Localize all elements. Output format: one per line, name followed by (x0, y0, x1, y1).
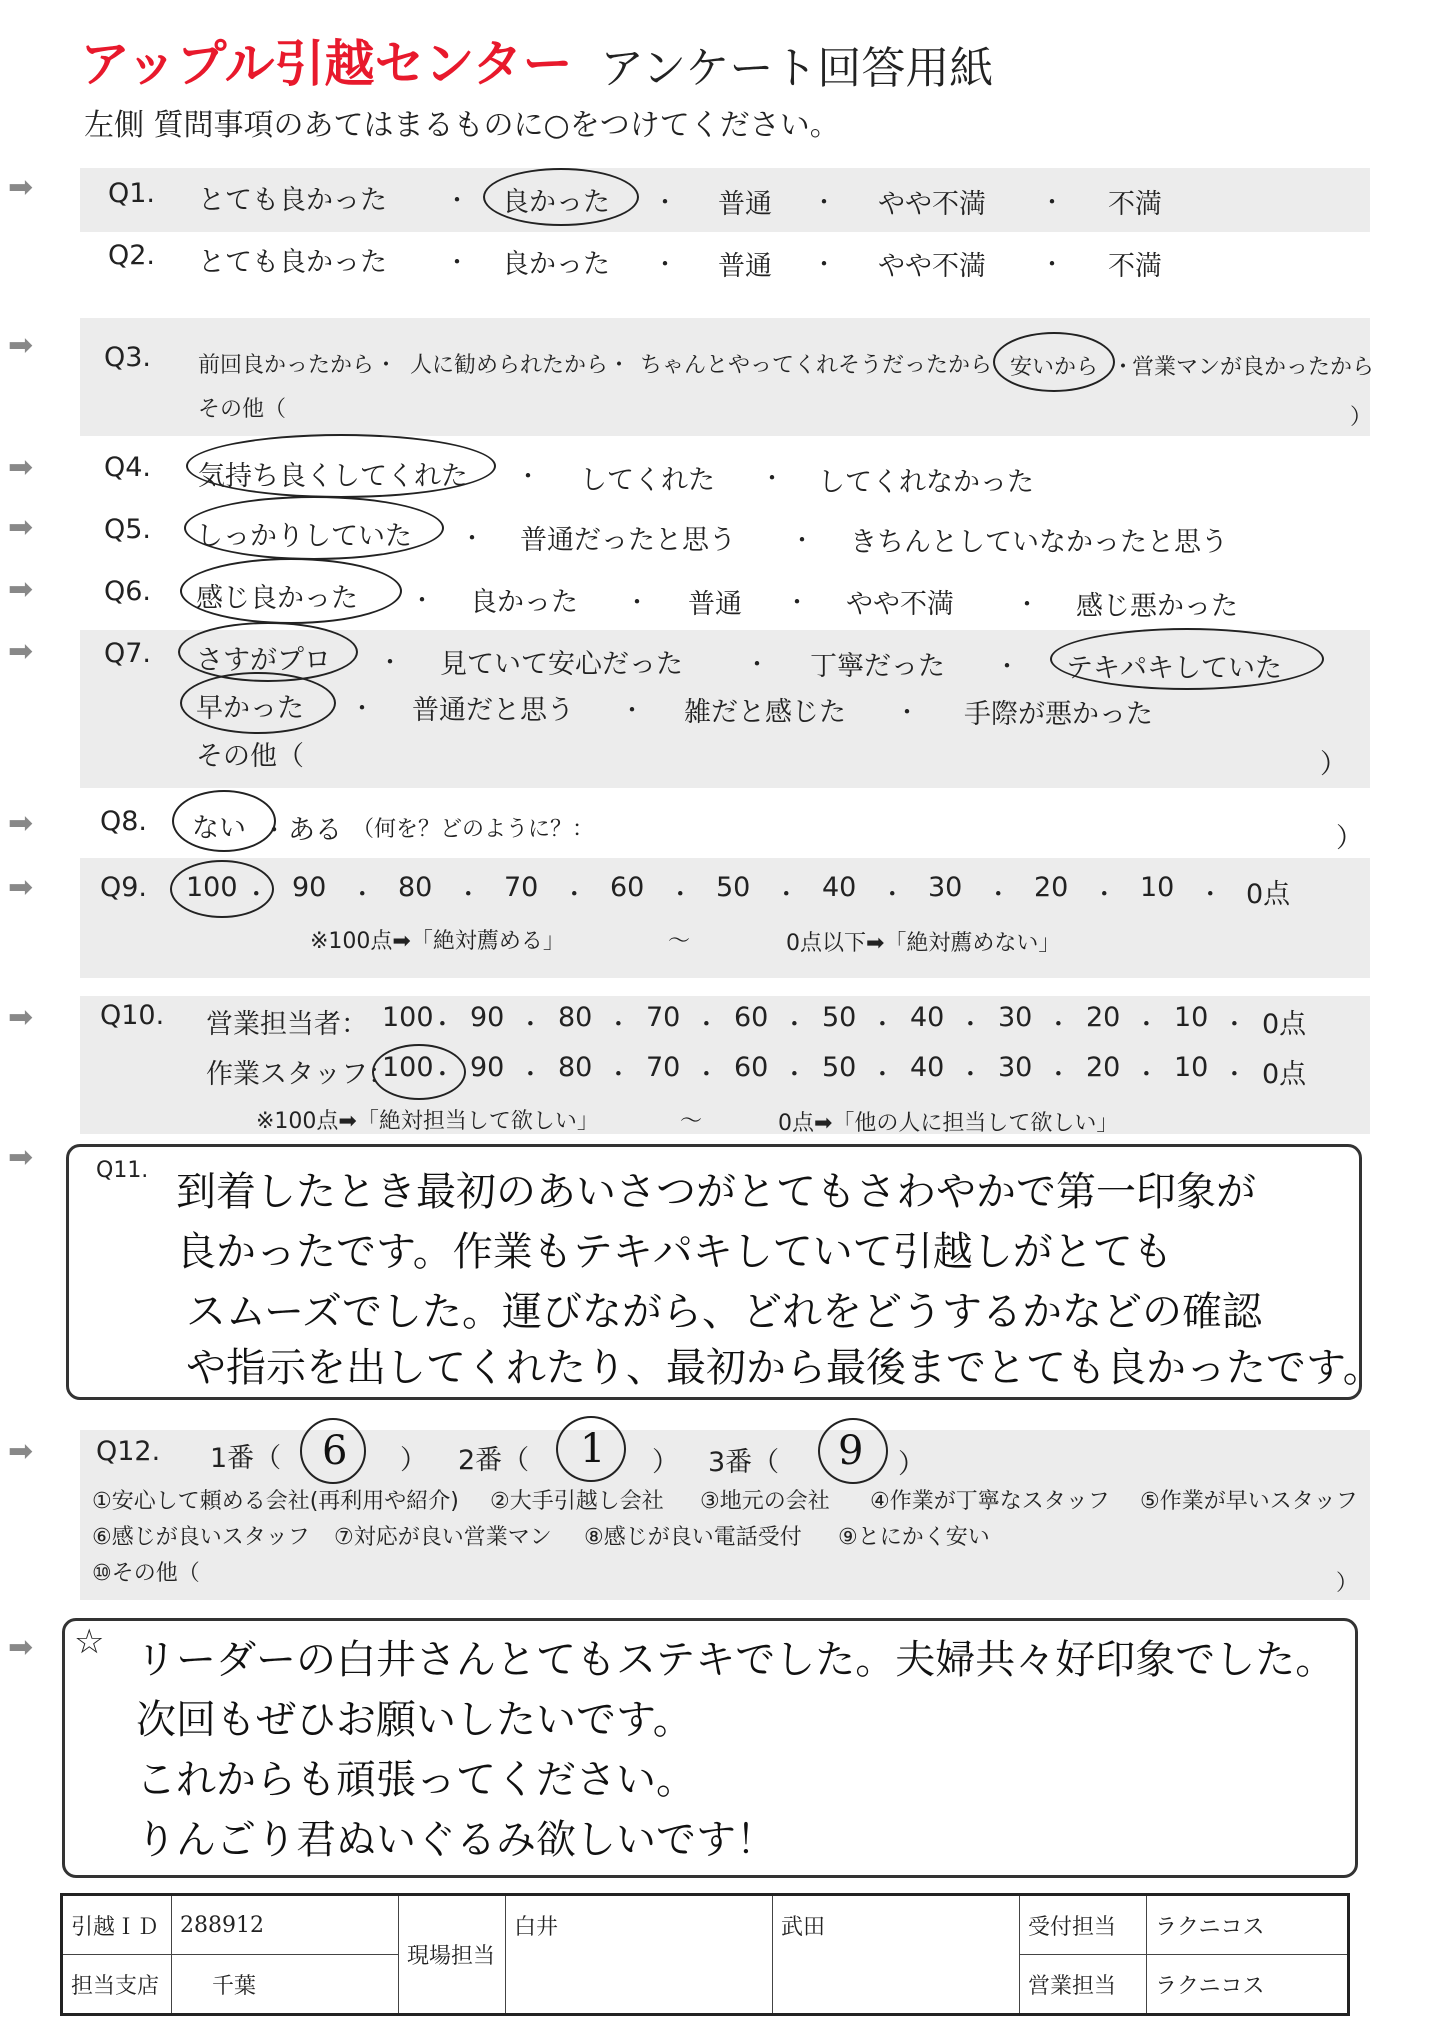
separator: ・ (1046, 1060, 1071, 1088)
site-staff-label: 現場担当 (399, 1895, 506, 2015)
arrow-icon: ➡ (8, 1140, 34, 1175)
q1-label: Q1. (108, 178, 156, 209)
separator: ・ (653, 188, 677, 216)
q5-option[interactable]: 普通だったと思う (520, 525, 736, 556)
separator: ・ (430, 1060, 455, 1088)
arrow-icon: ➡ (8, 328, 34, 363)
q10-note-right: 0点➡「他の人に担当して欲しい」 (778, 1111, 1119, 1136)
q7-option[interactable]: 早かった (196, 693, 304, 724)
q10-staff-score-option[interactable]: 70 (646, 1052, 681, 1083)
q11-answer-line: や指示を出してくれたり、最初から最後までとても良かったです。 (186, 1345, 1383, 1391)
separator: ・ (870, 1060, 895, 1088)
q12-choice: ⑤作業が早いスタッフ (1140, 1489, 1358, 1514)
selection-circle (186, 434, 496, 498)
comment-line: 次回もぜひお願いしたいです。 (136, 1697, 693, 1743)
q12-choice: ⑥感じが良いスタッフ (92, 1525, 310, 1550)
q10-staff-score-option[interactable]: 10 (1174, 1052, 1209, 1083)
separator: ・ (870, 1010, 895, 1038)
q11-answer-line: 到着したとき最初のあいさつがとてもさわやかで第一印象が (176, 1169, 1256, 1215)
q12-choice: ⑧感じが良い電話受付 (584, 1525, 802, 1550)
q1-option[interactable]: 普通 (718, 189, 772, 220)
q1-option[interactable]: とても良かった (198, 185, 387, 216)
q10-sales-score-option[interactable]: 40 (910, 1002, 945, 1033)
separator: ・ (606, 1010, 631, 1038)
separator: ・ (518, 1010, 543, 1038)
selection-circle (483, 168, 639, 226)
separator: ・ (350, 880, 375, 908)
selection-circle (170, 860, 274, 918)
q5-option[interactable]: しっかりしていた (196, 521, 412, 552)
brand-title: アップル引越センター (80, 35, 573, 93)
separator: ・ (694, 1010, 719, 1038)
q3-option[interactable]: 前回良かったから (198, 353, 375, 378)
q10-sales-label: 営業担当者： (206, 1009, 368, 1040)
selection-circle (818, 1418, 888, 1484)
selection-circle (993, 332, 1115, 392)
branch-value: 千葉 (172, 1955, 399, 2015)
q4-option[interactable]: 気持ち良くしてくれた (198, 461, 468, 492)
selection-circle (1050, 628, 1324, 690)
q10-label: Q10. (100, 1000, 165, 1031)
q10-staff-score-option[interactable]: 0点 (1262, 1059, 1307, 1090)
arrow-icon: ➡ (8, 450, 34, 485)
q12-third-label: 3番（ (708, 1447, 780, 1478)
q10-sales-score-option[interactable]: 50 (822, 1002, 857, 1033)
q12-choice: ⑦対応が良い営業マン (334, 1525, 552, 1550)
q7-option[interactable]: 手際が悪かった (964, 699, 1153, 730)
q3-option[interactable]: ちゃんとやってくれそうだったから (640, 353, 993, 378)
q10-sales-score-option[interactable]: 10 (1174, 1002, 1209, 1033)
q8-option[interactable]: ある (288, 815, 342, 846)
arrow-icon: ➡ (8, 634, 34, 669)
separator: ・ (430, 1010, 455, 1038)
q2-option[interactable]: 良かった (502, 249, 610, 280)
q10-sales-score-option[interactable]: 20 (1086, 1002, 1121, 1033)
q10-sales-score-option[interactable]: 70 (646, 1002, 681, 1033)
sales-value: ラクニコス (1147, 1955, 1349, 2015)
q10-sales-score-option[interactable]: 30 (998, 1002, 1033, 1033)
q8-label: Q8. (100, 806, 148, 837)
q7-option[interactable]: テキパキしていた (1066, 653, 1282, 684)
site-staff-2: 武田 (773, 1895, 1020, 1955)
q3-option[interactable]: 安いから (1010, 355, 1099, 380)
q2-option[interactable]: とても良かった (198, 247, 387, 278)
separator: ・ (445, 248, 469, 276)
q1-option[interactable]: 良かった (502, 187, 610, 218)
q12-choice: ⑨とにかく安い (838, 1525, 990, 1550)
q9-score-option[interactable]: 80 (398, 872, 433, 903)
selection-circle (184, 496, 444, 560)
separator: ・ (785, 588, 809, 616)
q9-note-right: 0点以下➡「絶対薦めない」 (786, 931, 1061, 956)
separator: ・ (812, 188, 836, 216)
star-icon: ☆ (74, 1622, 105, 1662)
separator: ・ (456, 880, 481, 908)
separator: ・ (562, 880, 587, 908)
q9-score-option[interactable]: 0点 (1246, 879, 1291, 910)
q10-tilde: 〜 (680, 1109, 703, 1134)
q2-label: Q2. (108, 240, 156, 271)
q3-other-label: その他（ (198, 397, 287, 422)
q9-score-option[interactable]: 30 (928, 872, 963, 903)
q3-option[interactable]: 営業マンが良かったから (1132, 355, 1375, 380)
selection-circle (300, 1418, 366, 1484)
q12-second-label: 2番（ (458, 1445, 530, 1476)
q10-staff-score-option[interactable]: 80 (558, 1052, 593, 1083)
q10-sales-score-option[interactable]: 60 (734, 1002, 769, 1033)
separator: ・ (262, 816, 286, 844)
q10-staff-label: 作業スタッフ： (206, 1059, 395, 1090)
q11-answer-line: スムーズでした。運びながら、どれをどうするかなどの確認 (186, 1289, 1262, 1335)
q7-other-label: その他（ (196, 741, 304, 772)
q10-staff-score-option[interactable]: 30 (998, 1052, 1033, 1083)
separator: ・ (895, 698, 919, 726)
move-id-value: 288912 (172, 1895, 399, 1955)
q11-label: Q11. (96, 1158, 149, 1183)
q12-choice: ①安心して頼める会社(再利用や紹介) (92, 1489, 459, 1514)
q12-second-value[interactable]: 1 (580, 1426, 606, 1472)
separator: ・ (1015, 590, 1039, 618)
separator: ・ (1040, 188, 1064, 216)
site-staff-1: 白井 (506, 1895, 773, 1955)
q10-staff-score-option[interactable]: 90 (470, 1052, 505, 1083)
separator: ・ (782, 1010, 807, 1038)
separator: ・ (958, 1010, 983, 1038)
q5-label: Q5. (104, 514, 152, 545)
q3-label: Q3. (104, 342, 152, 373)
q9-score-option[interactable]: 40 (822, 872, 857, 903)
q9-score-option[interactable]: 20 (1034, 872, 1069, 903)
q6-option[interactable]: やや不満 (846, 589, 954, 620)
q10-staff-score-option[interactable]: 60 (734, 1052, 769, 1083)
q6-label: Q6. (104, 576, 152, 607)
separator: ・ (668, 880, 693, 908)
separator: ・ (995, 652, 1019, 680)
separator: ・ (375, 353, 398, 378)
q12-first-value[interactable]: 6 (322, 1428, 348, 1474)
q9-score-option[interactable]: 60 (610, 872, 645, 903)
arrow-icon: ➡ (8, 1630, 34, 1665)
separator: ・ (1222, 1060, 1247, 1088)
q5-option[interactable]: きちんとしていなかったと思う (850, 527, 1228, 558)
separator: ・ (760, 464, 784, 492)
separator: ・ (812, 250, 836, 278)
q12-choice: ③地元の会社 (700, 1489, 830, 1514)
q7-option[interactable]: 雑だと感じた (684, 697, 846, 728)
arrow-icon: ➡ (8, 1000, 34, 1035)
selection-circle (556, 1416, 626, 1482)
q12-third-value[interactable]: 9 (838, 1428, 864, 1474)
separator: ・ (1222, 1010, 1247, 1038)
arrow-icon: ➡ (8, 806, 34, 841)
q11-answer-line: 良かったです。作業もテキパキしていて引越しがとても (176, 1229, 1173, 1275)
q12-first-label: 1番（ (210, 1443, 282, 1474)
separator: ・ (460, 524, 484, 552)
selection-circle (172, 790, 276, 852)
q10-sales-score-option[interactable]: 100 (382, 1002, 434, 1033)
q12-choice: ②大手引越し会社 (490, 1489, 664, 1514)
q3-other-close: ） (1350, 405, 1373, 430)
q8-option[interactable]: ない (192, 813, 246, 844)
separator: ・ (445, 186, 469, 214)
reception-value: ラクニコス (1147, 1895, 1349, 1955)
separator: ・ (1198, 880, 1223, 908)
separator: ・ (410, 586, 434, 614)
separator: ・ (790, 526, 814, 554)
separator: ・ (958, 1060, 983, 1088)
arrow-icon: ➡ (8, 510, 34, 545)
q12-close: ） (400, 1445, 427, 1476)
q2-option[interactable]: 不満 (1108, 251, 1162, 282)
q6-option[interactable]: 感じ悪かった (1076, 591, 1238, 622)
q9-score-option[interactable]: 100 (186, 872, 238, 903)
separator: ・ (774, 880, 799, 908)
q7-label: Q7. (104, 638, 152, 669)
q7-option[interactable]: 丁寧だった (810, 651, 945, 682)
q10-sales-score-option[interactable]: 0点 (1262, 1009, 1307, 1040)
q10-note-left: ※100点➡「絶対担当して欲しい」 (256, 1109, 599, 1134)
branch-label: 担当支店 (62, 1955, 172, 2015)
selection-circle (180, 558, 402, 624)
sales-label: 営業担当 (1020, 1955, 1147, 2015)
q3-option[interactable]: 人に勧められたから (410, 353, 609, 378)
site-staff-blank (506, 1955, 773, 2015)
separator: ・ (1092, 880, 1117, 908)
separator: ・ (1040, 250, 1064, 278)
separator: ・ (694, 1060, 719, 1088)
q9-tilde: 〜 (668, 929, 691, 954)
separator: ・ (1046, 1010, 1071, 1038)
reception-label: 受付担当 (1020, 1895, 1147, 1955)
q4-option[interactable]: してくれた (580, 465, 715, 496)
q7-option[interactable]: 普通だと思う (412, 695, 574, 726)
q10-staff-score-option[interactable]: 20 (1086, 1052, 1121, 1083)
q10-sales-score-option[interactable]: 90 (470, 1002, 505, 1033)
q10-staff-score-option[interactable]: 100 (382, 1052, 434, 1083)
q12-other-close: ） (1336, 1571, 1359, 1596)
q8-close: ） (1336, 823, 1363, 854)
separator: ・ (608, 353, 631, 378)
q6-option[interactable]: 良かった (470, 587, 578, 618)
q12-label: Q12. (96, 1436, 161, 1467)
separator: ・ (518, 1060, 543, 1088)
q1-option[interactable]: やや不満 (878, 189, 986, 220)
q8-note: （何を？どのように？： (352, 817, 595, 842)
separator: ・ (378, 648, 402, 676)
q12-close: ） (898, 1449, 925, 1480)
staff-info-table (60, 1893, 1350, 2016)
move-id-label: 引越ＩＤ (62, 1895, 172, 1955)
selection-circle (372, 1044, 466, 1100)
q1-option[interactable]: 不満 (1108, 189, 1162, 220)
separator: ・ (986, 880, 1011, 908)
separator: ・ (244, 880, 269, 908)
separator: ・ (782, 1060, 807, 1088)
form-title: アンケート回答用紙 (600, 43, 994, 94)
q12-choice: ④作業が丁寧なスタッフ (870, 1489, 1110, 1514)
arrow-icon: ➡ (8, 170, 34, 205)
separator: ・ (620, 696, 644, 724)
q12-close: ） (652, 1447, 679, 1478)
separator: ・ (880, 880, 905, 908)
separator: ・ (653, 250, 677, 278)
separator: ・ (516, 462, 540, 490)
separator: ・ (1112, 355, 1135, 380)
q9-score-option[interactable]: 50 (716, 872, 751, 903)
site-staff-blank (773, 1955, 1020, 2015)
comment-line: りんごり君ぬいぐるみ欲しいです！ (136, 1817, 776, 1863)
q9-note-left: ※100点➡「絶対薦める」 (310, 929, 565, 954)
q9-score-option[interactable]: 10 (1140, 872, 1175, 903)
q6-option[interactable]: 普通 (688, 589, 742, 620)
separator: ・ (745, 650, 769, 678)
arrow-icon: ➡ (8, 572, 34, 607)
q10-staff-score-option[interactable]: 40 (910, 1052, 945, 1083)
q7-option[interactable]: 見ていて安心だった (440, 649, 683, 680)
separator: ・ (1134, 1060, 1159, 1088)
q6-option[interactable]: 感じ良かった (196, 583, 358, 614)
q12-other-label: ⑩その他（ (92, 1561, 200, 1586)
q7-option[interactable]: さすがプロ (196, 645, 331, 676)
separator: ・ (350, 694, 374, 722)
selection-circle (180, 672, 336, 734)
arrow-icon: ➡ (8, 1434, 34, 1469)
q2-option[interactable]: 普通 (718, 251, 772, 282)
instruction-text: 左側 質問事項のあてはまるものに○をつけてください。 (84, 108, 840, 143)
q4-label: Q4. (104, 452, 152, 483)
q7-other-close: ） (1320, 749, 1347, 780)
arrow-icon: ➡ (8, 870, 34, 905)
separator: ・ (1134, 1010, 1159, 1038)
q9-score-option[interactable]: 70 (504, 872, 539, 903)
q4-option[interactable]: してくれなかった (818, 467, 1034, 498)
q9-label: Q9. (100, 872, 148, 903)
q2-option[interactable]: やや不満 (878, 251, 986, 282)
separator: ・ (625, 588, 649, 616)
comment-line: リーダーの白井さんとてもステキでした。夫婦共々好印象でした。 (136, 1637, 1336, 1683)
q10-staff-score-option[interactable]: 50 (822, 1052, 857, 1083)
q10-sales-score-option[interactable]: 80 (558, 1002, 593, 1033)
q9-score-option[interactable]: 90 (292, 872, 327, 903)
comment-line: これからも頑張ってください。 (136, 1757, 696, 1803)
separator: ・ (606, 1060, 631, 1088)
